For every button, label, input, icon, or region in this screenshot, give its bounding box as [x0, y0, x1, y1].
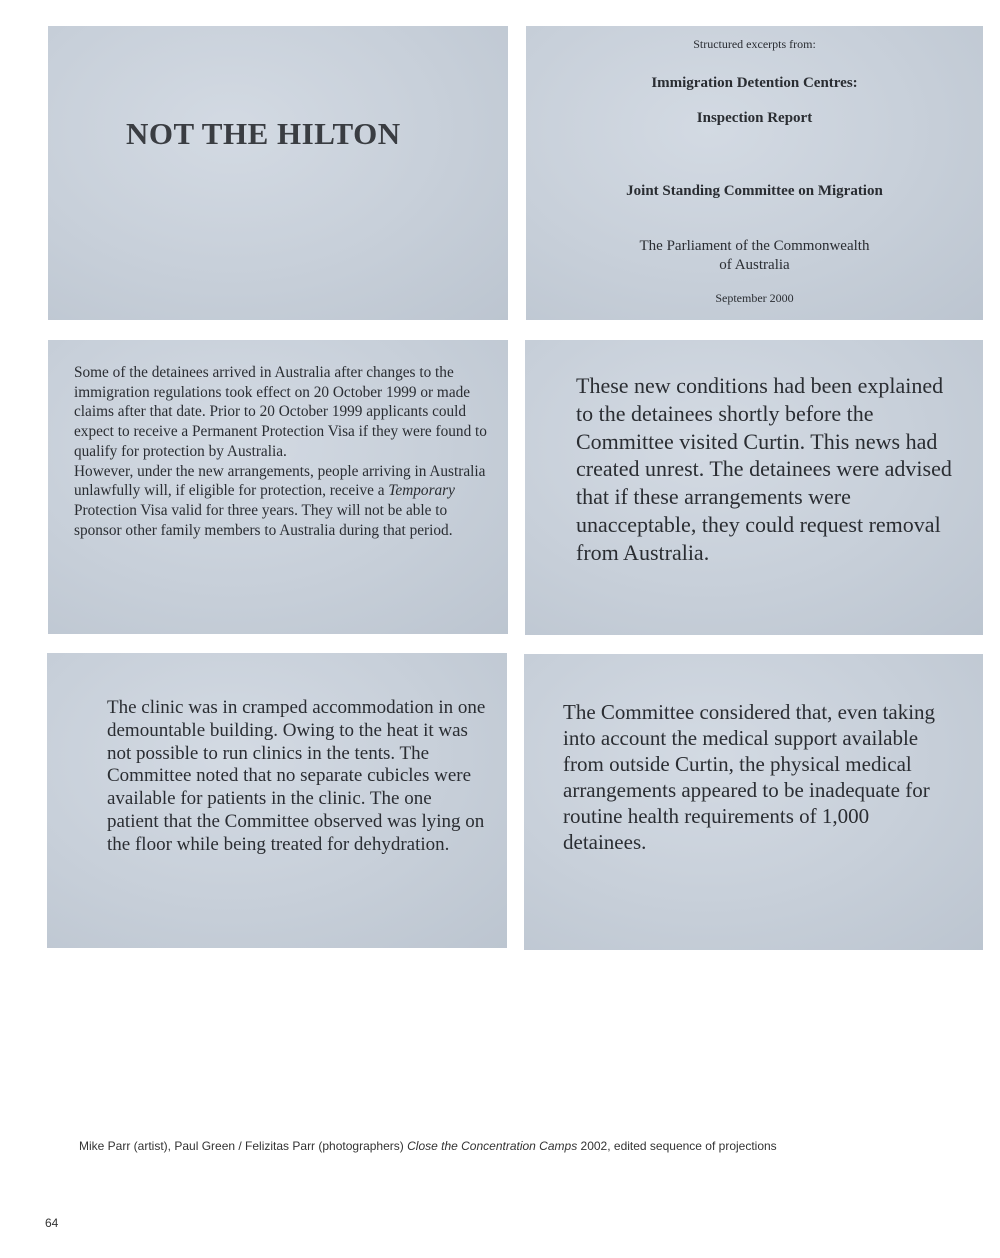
figure-caption — [79, 1139, 959, 1153]
cover-parliament-line2: of Australia — [719, 257, 790, 273]
caption-work-title: Close the Concentration Camps — [407, 1139, 578, 1153]
slide-medical — [524, 654, 983, 950]
cover-date: September 2000 — [715, 291, 794, 305]
slide-detainees — [48, 340, 508, 634]
slide-cover — [526, 26, 983, 320]
cover-report-subtitle: Inspection Report — [696, 110, 813, 126]
slide-conditions — [525, 340, 983, 635]
cover-parliament-line1: The Parliament of the Commonwealth — [639, 238, 870, 254]
medical-text: The Committee considered that, even taking into account the medical support available from outside Curtin, the physical medical arrangements appeared to be inadequate for routine health requirements of 1,000 detainees. — [563, 700, 936, 854]
cover-report-title: Immigration Detention Centres: — [651, 75, 858, 91]
slide-heading: NOT THE HILTON — [126, 116, 401, 151]
cover-intro: Structured excerpts from: — [693, 37, 816, 51]
slide-clinic — [47, 653, 507, 948]
page-number: 64 — [45, 1216, 59, 1230]
cover-committee: Joint Standing Committee on Migration — [626, 183, 883, 199]
caption-details: 2002, edited sequence of projections — [577, 1139, 777, 1153]
caption-credits: Mike Parr (artist), Paul Green / Felizitas Parr (photographers) — [79, 1139, 408, 1153]
slide-title — [48, 26, 508, 320]
detainees-para2: However, under the new arrangements, people arriving in Australia unlawfully will, if eligible for protection, receive a Temporary Protection Visa valid for three years. They will not be able to sponsor other family members to Australia during that period. — [74, 462, 486, 539]
detainees-text — [74, 363, 494, 540]
conditions-text: These new conditions had been explained to the detainees shortly before the Committee visited Curtin. This news had created unrest. The detainees were advised that if these arrangements were unacceptable, they could request removal from Australia. — [576, 373, 952, 565]
detainees-para1: Some of the detainees arrived in Australia after changes to the immigration regulations took effect on 20 October 1999 or made claims after that date. Prior to 20 October 1999 applicants could expect to receive a Permanent Protection Visa if they were found to qualify for protection by Australia. — [74, 364, 487, 460]
clinic-text: The clinic was in cramped accommodation in one demountable building. Owing to the heat it was not possible to run clinics in the tents. The Committee noted that no separate cubicles were available for patients in the clinic. The one patient that the Committee observed was lying on the floor while being treated for dehydration. — [107, 697, 486, 855]
